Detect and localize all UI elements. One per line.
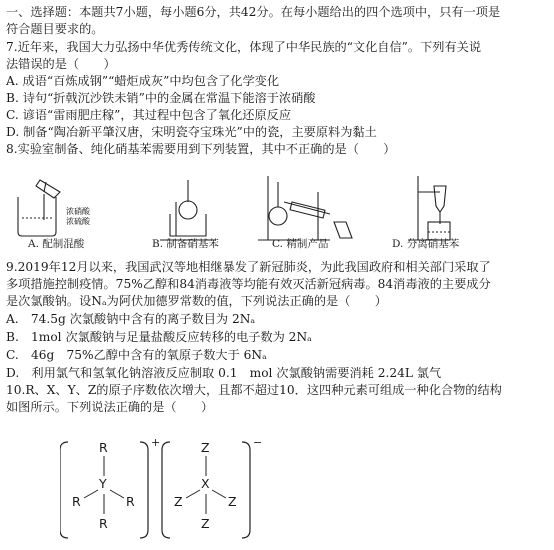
caption-b: B. 制备硝基苯 [152, 238, 219, 250]
caption-a: A. 配制混酸 [28, 238, 85, 250]
atom-y-center: Y [99, 476, 107, 491]
atom-x-center: X [201, 476, 210, 491]
question-stem-cont: 法错误的是（ ） [6, 57, 116, 71]
ionic-structure [60, 438, 270, 542]
question-stem-cont: 如图所示。下列说法正确的是（ ） [6, 400, 214, 414]
atom-z-right: Z [228, 494, 237, 509]
option-d: D. 利用氯气和氢氧化钠溶液反应制取 0.1 mol 次氯酸钠需要消耗 2.24L 氯气 [6, 366, 442, 380]
question-stem-cont: 多项措施控制疫情。75%乙醇和84消毒液等均能有效灭活新冠病毒。84消毒液的主要成分 [6, 277, 491, 291]
question-stem: 7.近年来，我国大力弘扬中华优秀传统文化，体现了中华民族的“文化自信”。下列有关说 [6, 40, 482, 54]
option-c: C. 谚语“雷雨肥庄稼”，其过程中包含了氧化还原反应 [6, 108, 292, 122]
atom-r-top: R [99, 440, 108, 455]
question-stem-cont2: 是次氯酸钠。设Nₐ为阿伏加德罗常数的值，下列说法正确的是（ ） [6, 294, 387, 308]
apparatus-d [408, 176, 450, 240]
cation-charge: + [151, 436, 161, 449]
caption-d: D. 分离硝基苯 [392, 238, 460, 250]
option-d: D. 制备“陶冶新平肇汉唐，宋明瓷夺宝珠光”中的瓷，主要原料为黏土 [6, 125, 377, 139]
option-a: A. 成语“百炼成钢”“蜡炬成灰”中均包含了化学变化 [6, 74, 280, 88]
option-c: C. 46g 75%乙醇中含有的氧原子数大于 6Nₐ [6, 348, 267, 362]
option-a: A. 74.5g 次氯酸钠中含有的离子数目为 2Nₐ [6, 312, 256, 326]
caption-c: C. 精制产品 [272, 238, 329, 250]
atom-z-top: Z [201, 440, 210, 455]
atom-z-left: Z [174, 494, 183, 509]
label-sulfuric-acid: 浓硫酸 [66, 217, 90, 226]
structure-bonds [60, 438, 270, 542]
atom-r-left: R [72, 494, 81, 509]
atom-z-bottom: Z [201, 516, 210, 531]
label-nitric-acid: 浓硝酸 [66, 207, 90, 216]
apparatus-c [258, 176, 352, 240]
apparatus-b [160, 180, 216, 240]
atom-r-right: R [126, 494, 135, 509]
question-stem: 10.R、X、Y、Z的原子序数依次增大，且都不超过10．这四种元素可组成一种化合物的结构 [6, 383, 502, 397]
question-stem: 9.2019年12月以来，我国武汉等地相继暴发了新冠肺炎，为此我国政府和相关部门采取了 [6, 260, 491, 274]
option-b: B. 诗句“折戟沉沙铁未销”中的金属在常温下能溶于浓硝酸 [6, 91, 316, 105]
apparatus-a [18, 180, 60, 236]
option-b: B. 1mol 次氯酸钠与足量盐酸反应转移的电子数为 2Nₐ [6, 330, 312, 344]
anion-charge: − [253, 436, 263, 449]
question-stem: 8.实验室制备、纯化硝基苯需要用到下列装置，其中不正确的是（ ） [6, 142, 396, 156]
atom-r-bottom: R [99, 516, 108, 531]
